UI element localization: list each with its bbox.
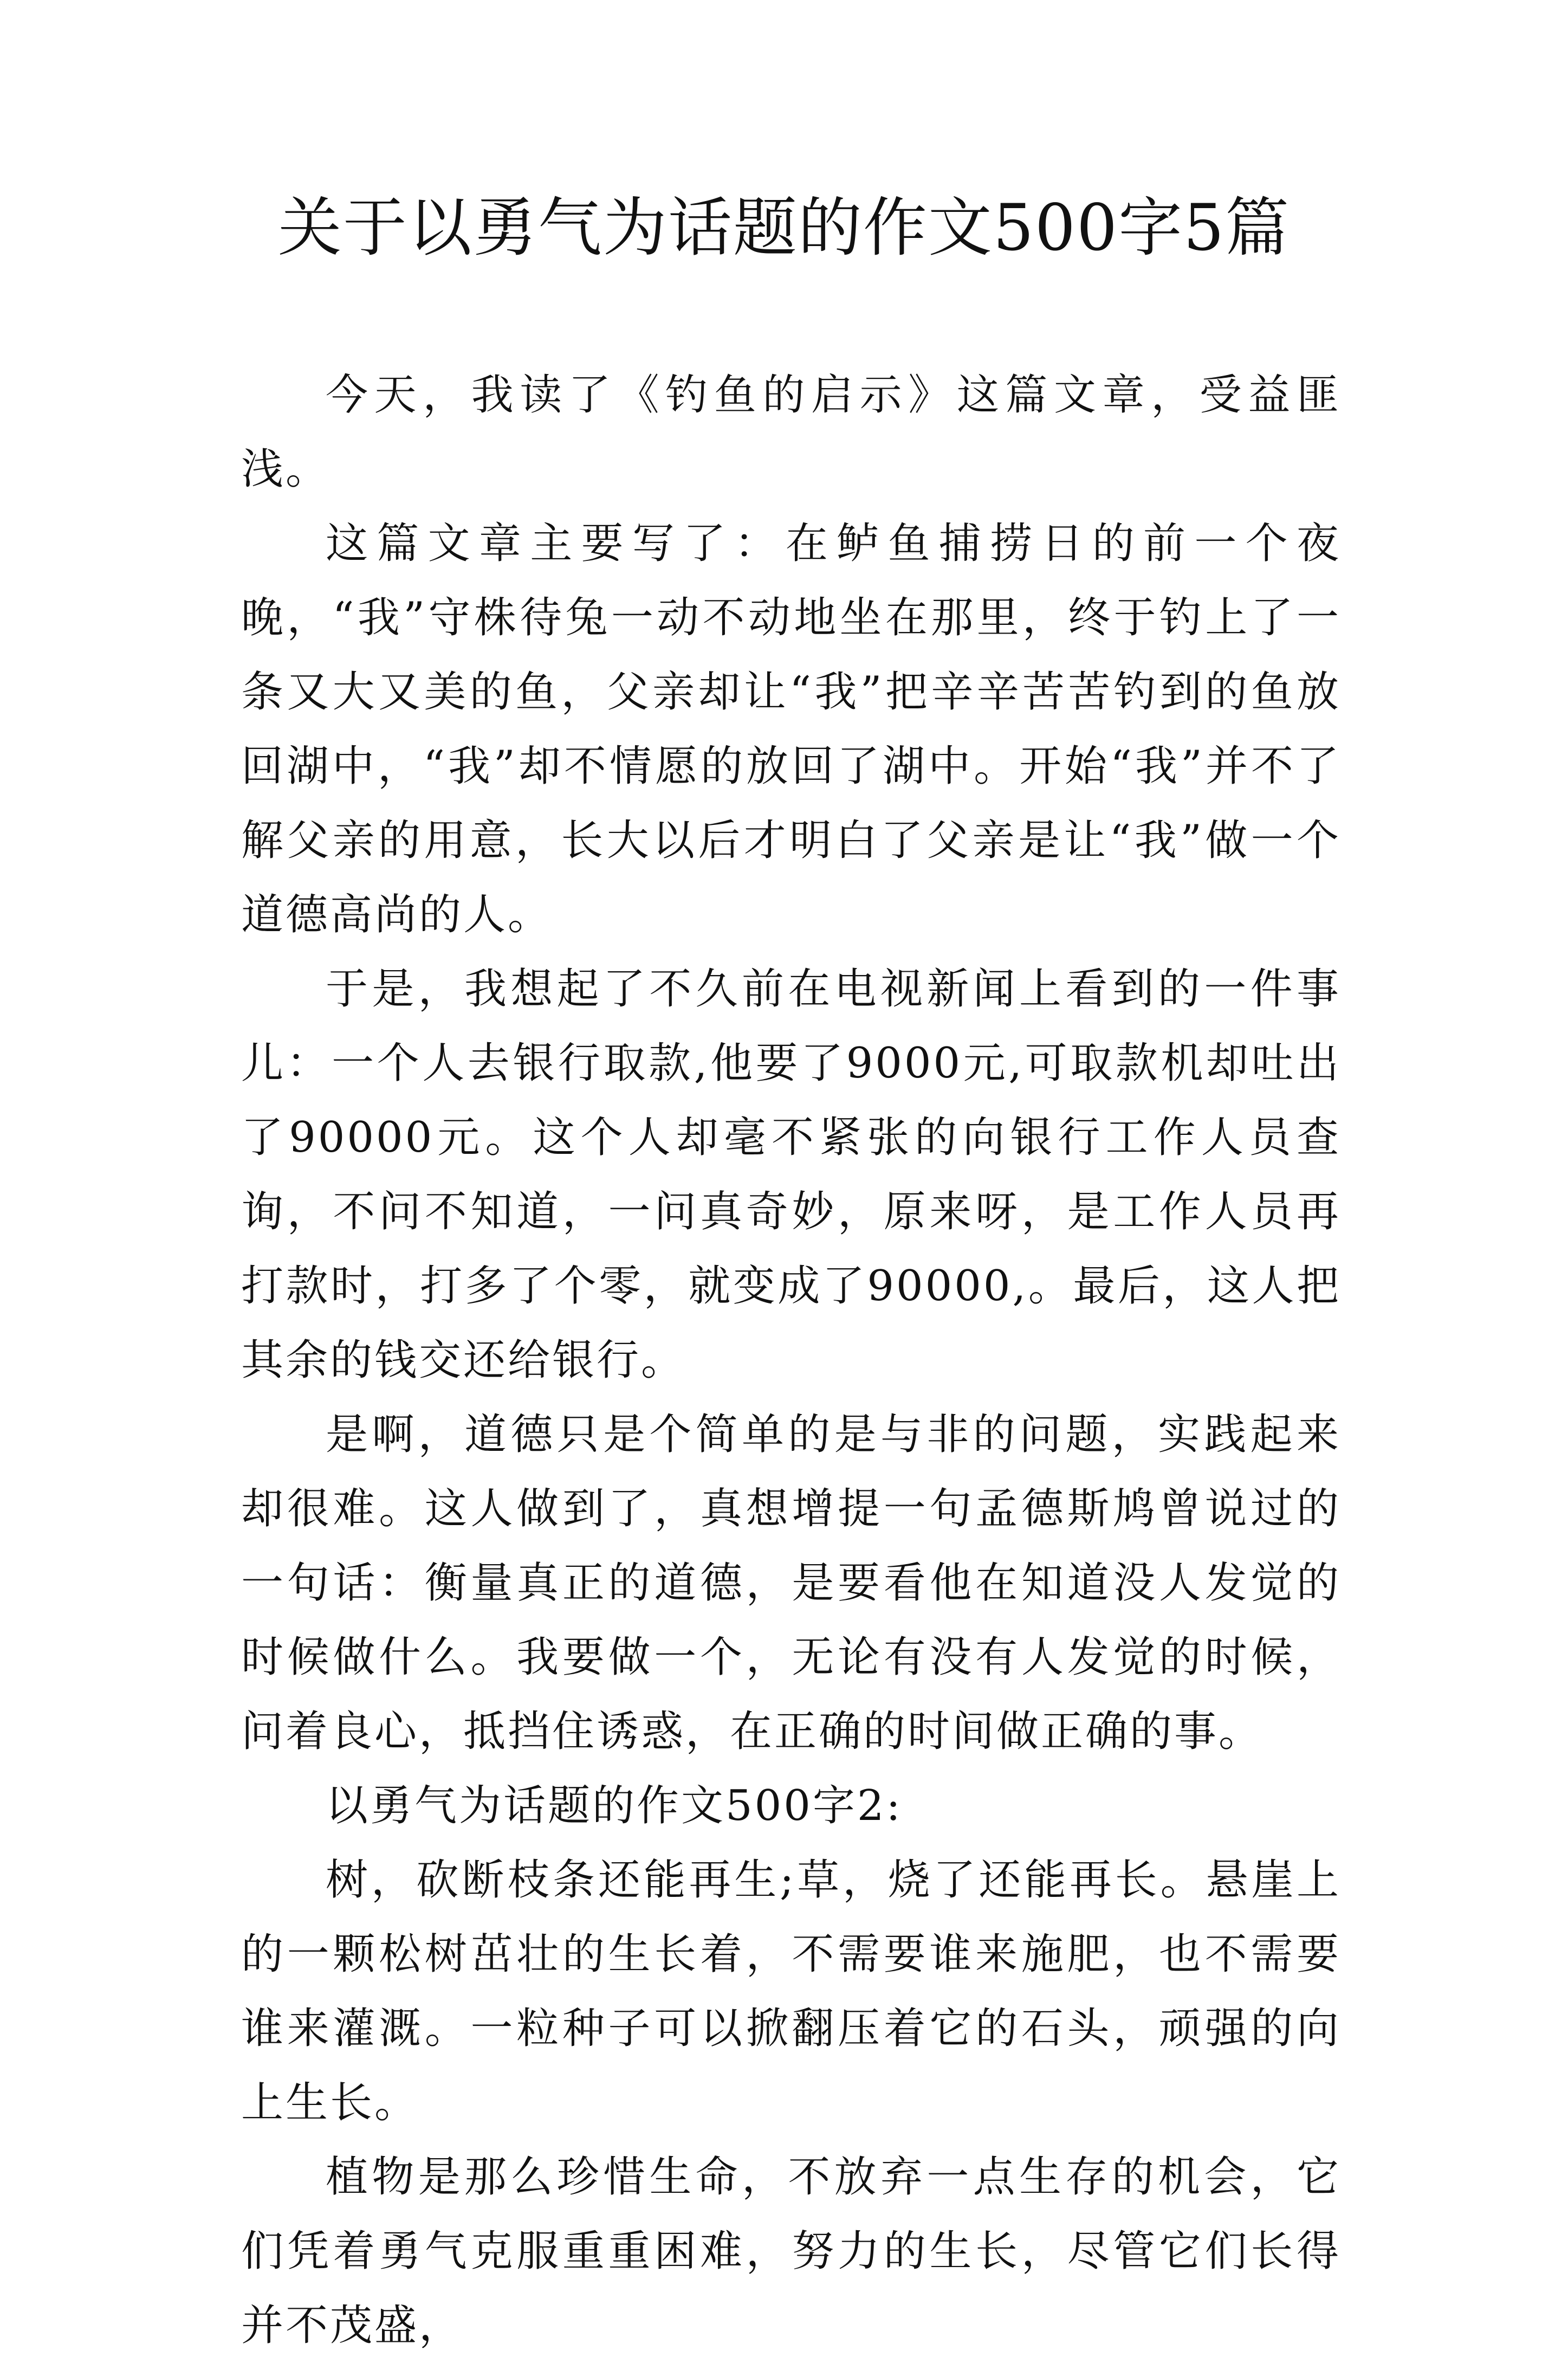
paragraph: 树，砍断枝条还能再生;草，烧了还能再长。悬崖上的一颗松树茁壮的生长着，不需要谁来施肥，也不需要谁来灌溉。一粒种子可以掀翻压着它的石头，顽强的向上生长。 [241,1856,1341,2127]
paragraph: 植物是那么珍惜生命，不放弃一点生存的机会，它们凭着勇气克服重重困难，努力的生长，尽管它们长得并不茂盛， [241,2153,1341,2350]
section-heading: 以勇气为话题的作文500字2: [326,1781,903,1830]
document-title: 关于以勇气为话题的作文500字5篇 [277,190,1291,265]
document-body [241,358,1341,2363]
paragraph: 是啊，道德只是个简单的是与非的问题，实践起来却很难。这人做到了，真想增提一句孟德斯鸠曾说过的一句话：衡量真正的道德，是要看他在知道没人发觉的时候做什么。我要做一个，无论有没有人发觉的时候，问着良心，抵挡住诱惑，在正确的时间做正确的事。 [241,1410,1341,1756]
paragraph: 今天，我读了《钓鱼的启示》这篇文章，受益匪浅。 [241,371,1341,494]
paragraph: 这篇文章主要写了：在鲈鱼捕捞日的前一个夜晚，“我”守株待兔一动不动地坐在那里，终于钓上了一条又大又美的鱼，父亲却让“我”把辛辛苦苦钓到的鱼放回湖中，“我”却不情愿的放回了湖中。开始“我”并不了解父亲的用意，长大以后才明白了父亲是让“我”做一个道德高尚的人。 [241,519,1341,939]
paragraph: 于是，我想起了不久前在电视新闻上看到的一件事儿：一个人去银行取款,他要了9000元,可取款机却吐出了90000元。这个人却毫不紧张的向银行工作人员查询，不问不知道，一问真奇妙，原来呀，是工作人员再打款时，打多了个零，就变成了90000,。最后，这人把其余的钱交还给银行。 [241,965,1341,1385]
